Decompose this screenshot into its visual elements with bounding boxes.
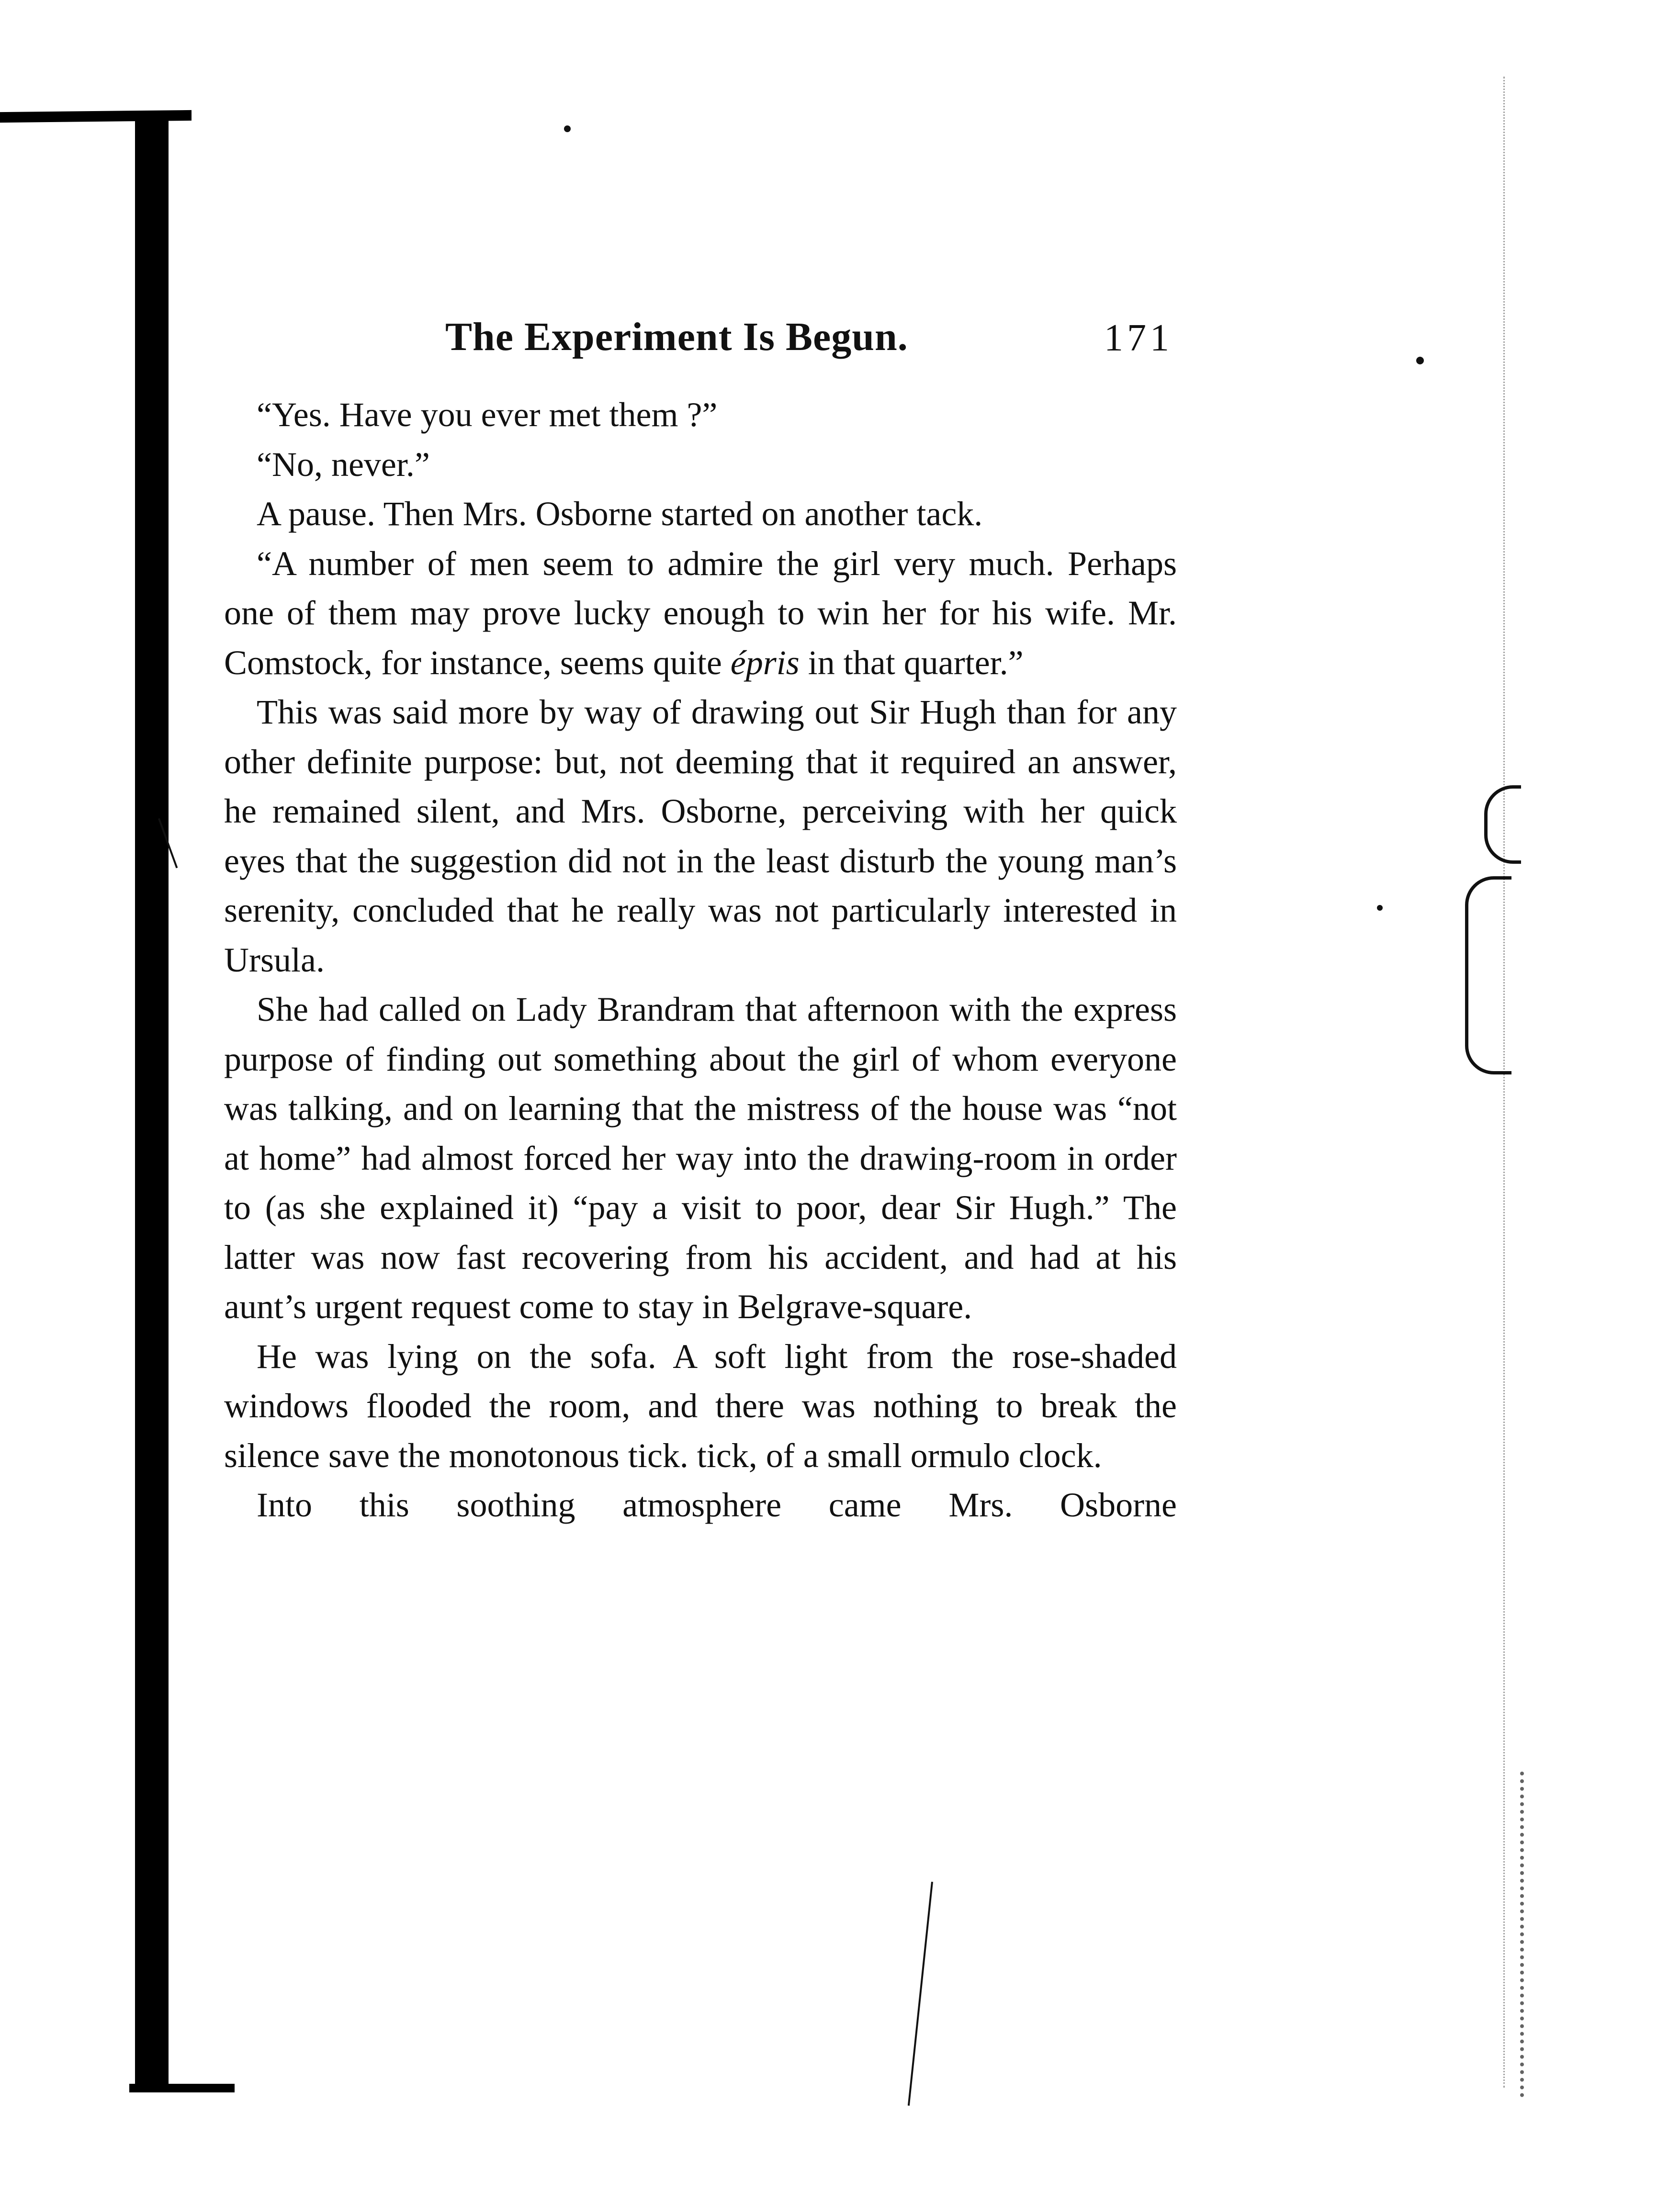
running-title: The Experiment Is Begun. bbox=[445, 315, 908, 359]
paragraph: “No, never.” bbox=[257, 445, 430, 484]
scan-speck bbox=[1416, 357, 1424, 364]
paragraph-text: “A number of men seem to admire the girl very much. Perhaps one of them may prove lucky enough to win her for his wife. Mr. Comstock, for instance, seems quite bbox=[224, 544, 1177, 682]
paragraph: Into this soothing atmosphere came Mrs. Osborne bbox=[257, 1486, 1177, 1524]
paragraph: He was lying on the sofa. A soft light from the rose-shaded windows flooded the room, and there was nothing to break the silence save the monotonous tick. tick, of a small ormulo clock. bbox=[224, 1337, 1177, 1475]
page-number: 171 bbox=[1104, 317, 1173, 359]
scan-binding-edge bbox=[135, 115, 169, 2092]
scan-speck bbox=[564, 125, 571, 132]
body-text bbox=[224, 390, 1177, 1530]
paragraph: This was said more by way of drawing out Sir Hugh than for any other definite purpose: but, not deeming that it required an answer, he remained silent, and Mrs. Osborne, perceiving with her quick eyes that the suggestion did not in the least disturb the young man’s serenity, concluded that he really was not particularly interested in Ursula. bbox=[224, 693, 1177, 979]
pen-mark bbox=[908, 1882, 933, 2106]
italic-word: épris bbox=[730, 643, 800, 682]
paragraph-text: in that quarter.” bbox=[799, 643, 1024, 682]
page-header bbox=[445, 314, 1173, 371]
paragraph: “Yes. Have you ever met them ?” bbox=[257, 395, 718, 434]
paragraph: A pause. Then Mrs. Osborne started on another tack. bbox=[257, 495, 983, 533]
scan-speck bbox=[1377, 905, 1383, 911]
margin-doodle-upper bbox=[1484, 785, 1521, 864]
paragraph: She had called on Lady Brandram that afternoon with the express purpose of finding out something about the girl of whom everyone was talking, and on learning that the mistress of the house was “not at home” had almost forced her way into the drawing-room in order to (as she explained it) “pay a visit to poor, dear Sir Hugh.” The latter was now fast recovering from his accident, and had at his aunt’s urgent request come to stay in Belgrave-square. bbox=[224, 990, 1177, 1326]
margin-doodle-lower bbox=[1465, 876, 1511, 1074]
paragraph bbox=[224, 539, 1177, 688]
scan-binding-edge-bottom bbox=[129, 2084, 235, 2092]
scan-edge-noise-lower bbox=[1520, 1772, 1533, 2097]
